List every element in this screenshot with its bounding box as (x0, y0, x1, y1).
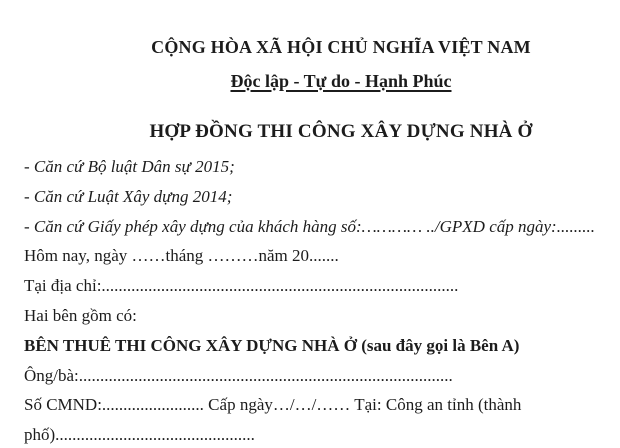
national-header-title: CỘNG HÒA XÃ HỘI CHỦ NGHĨA VIỆT NAM (151, 37, 531, 57)
id-number-fill-in-line-continued: phố)............................................... (24, 425, 255, 445)
document-title: HỢP ĐỒNG THI CÔNG XÂY DỰNG NHÀ Ở (149, 121, 533, 142)
party-a-heading: BÊN THUÊ THI CÔNG XÂY DỰNG NHÀ Ở (sau đây gọi là Bên A) (24, 335, 520, 355)
parties-intro-line: Hai bên gồm có: (24, 305, 137, 325)
preamble-building-permit-line: - Căn cứ Giấy phép xây dựng của khách hàng số:………… ../GPXD cấp ngày:......... (24, 216, 595, 236)
name-fill-in-line: Ông/bà:........................................................................................ (24, 365, 453, 385)
national-motto: Độc lập - Tự do - Hạnh Phúc (230, 71, 452, 91)
date-fill-in-line: Hôm nay, ngày ……tháng ………năm 20....... (24, 246, 339, 266)
document-body (24, 152, 614, 448)
preamble-civil-code-line: - Căn cứ Bộ luật Dân sự 2015; (24, 157, 235, 176)
address-fill-in-line: Tại địa chỉ:.................................................................................... (24, 276, 459, 296)
id-number-fill-in-line: Số CMND:........................ Cấp ngày…/…/…… Tại: Công an tỉnh (thành (24, 395, 522, 415)
national-motto-line (68, 69, 614, 93)
preamble-construction-law-line: - Căn cứ Luật Xây dựng 2014; (24, 186, 233, 206)
